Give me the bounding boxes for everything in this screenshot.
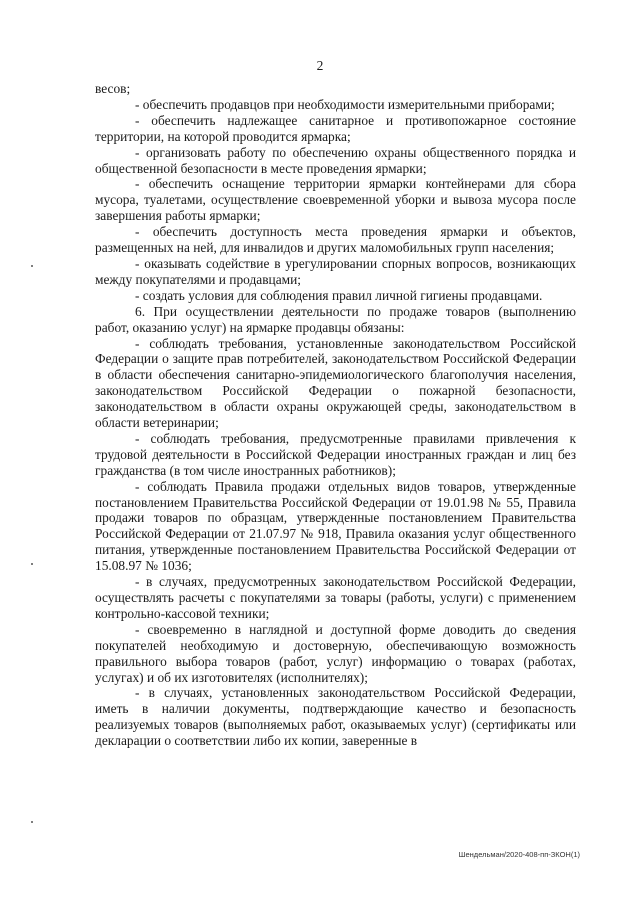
- paragraph: - соблюдать Правила продажи отдельных видов товаров, утвержденные постановлением Правительства Российской Федерации от 19.01.98 № 55, Правила продажи товаров по образцам, утвержденные постановлением Правительства Российской Федерации от 21.07.97 № 918, Правила оказания услуг общественного питания, утвержденные постановлением Правительства Российской Федерации от 15.08.97 № 1036;: [95, 478, 576, 574]
- paragraph: - в случаях, установленных законодательством Российской Федерации, иметь в наличии документы, подтверждающие качество и безопасность реализуемых товаров (выполняемых работ, оказываемых услуг) (сертификаты или декларации о соответствии либо их копии, заверенные в: [95, 685, 576, 749]
- paragraph: 6. При осуществлении деятельности по продаже товаров (выполнению работ, оказанию услуг) на ярмарке продавцы обязаны:: [95, 303, 576, 335]
- paragraph: - в случаях, предусмотренных законодательством Российской Федерации, осуществлять расчеты с покупателями за товары (работы, услуги) с применением контрольно-кассовой техники;: [95, 574, 576, 621]
- paragraph: - создать условия для соблюдения правил личной гигиены продавцами.: [135, 287, 543, 303]
- paragraph: - соблюдать требования, предусмотренные правилами привлечения к трудовой деятельности в Российской Федерации иностранных граждан и лиц без гражданства (в том числе иностранных работников);: [95, 430, 576, 478]
- paragraph: - организовать работу по обеспечению охраны общественного порядка и общественной безопасности в месте проведения ярмарки;: [95, 144, 576, 176]
- paragraph: - своевременно в наглядной и доступной форме доводить до сведения покупателей необходимую и достоверную, обеспечивающую возможность правильного выбора товаров (работ, услуг) информацию о товарах (работах, услугах) и об их изготовителях (исполнителях);: [95, 621, 576, 685]
- footer-document-code: Шендельман/2020-408-пп-ЗКОН(1): [458, 850, 580, 859]
- page-number: 2: [316, 58, 324, 73]
- paragraph: - обеспечить продавцов при необходимости измерительными приборами;: [135, 96, 555, 112]
- paragraph: - оказывать содействие в урегулировании спорных вопросов, возникающих между покупателями и продавцами;: [95, 255, 576, 287]
- scan-mark: [31, 563, 33, 565]
- paragraph: - обеспечить оснащение территории ярмарки контейнерами для сбора мусора, туалетами, осуществление своевременной уборки и вывоза мусора после завершения работы ярмарки;: [95, 176, 576, 224]
- document-body: [95, 81, 576, 749]
- scan-mark: [31, 821, 33, 823]
- paragraph: - обеспечить доступность места проведения ярмарки и объектов, размещенных на ней, для инвалидов и других маломобильных групп населения;: [95, 224, 576, 256]
- paragraph: - обеспечить надлежащее санитарное и противопожарное состояние территории, на которой проводится ярмарка;: [95, 112, 576, 144]
- scan-mark: [31, 265, 33, 267]
- paragraph: - соблюдать требования, установленные законодательством Российской Федерации о защите прав потребителей, законодательством Российской Федерации в области обеспечения санитарно-эпидемиологического благополучия населения, законодательством Российской Федерации о пожарной безопасности, законодательством в области охраны окружающей среды, законодательством в области ветеринарии;: [95, 335, 576, 431]
- paragraph: весов;: [95, 81, 131, 96]
